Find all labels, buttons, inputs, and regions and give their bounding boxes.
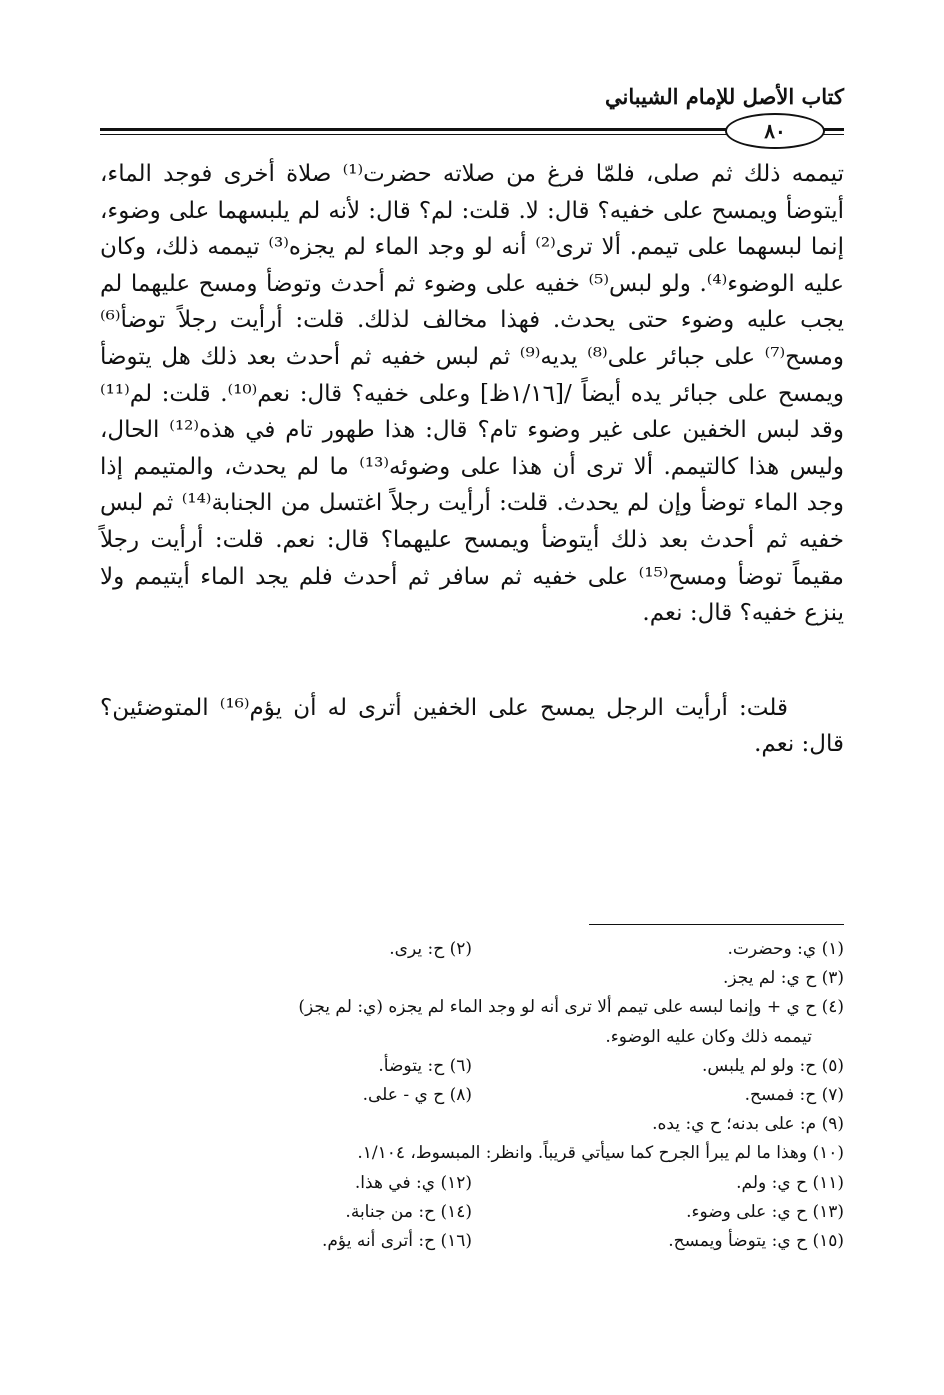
footnote-row xyxy=(100,1110,844,1139)
footnote-6: (٦) ح: يتوضأ. xyxy=(378,1055,472,1076)
footnote-4 xyxy=(100,993,844,1051)
footnotes xyxy=(100,935,844,1256)
page-number: ٨٠ xyxy=(725,113,825,149)
footnote-1: (١) ي: وحضرت. xyxy=(727,939,844,959)
footnote-3: (٣) ح ي: لم يجز. xyxy=(722,968,844,989)
footnote-13: (١٣) ح ي: على وضوء. xyxy=(686,1201,844,1222)
main-paragraph: تيممه ذلك ثم صلى، فلمّا فرغ من صلاته حضرت⁽¹⁾ صلاة أخرى فوجد الماء، أيتوضأ ويمسح على خفيه؟ قال: لا. قلت: لم؟ قال: لأنه لم يلبسهما على وضوء، إنما لبسهما على تيمم. ألا ترى⁽²⁾ أنه لو وجد الماء لم يجزه⁽³⁾ تيممه ذلك، وكان عليه الوضوء⁽⁴⁾. ولو لبس⁽⁵⁾ خفيه على وضوء ثم أحدث وتوضأ ومسح عليهما لم يجب عليه وضوء حتى يحدث. فهذا مخالف لذلك. قلت: أرأيت رجلاً توضأ⁽⁶⁾ ومسح⁽⁷⁾ على جبائر على⁽⁸⁾ يديه⁽⁹⁾ ثم لبس خفيه ثم أحدث بعد ذلك هل يتوضأ ويمسح على جبائر يده أيضاً /[١/١٦ظ] وعلى خفيه؟ قال: نعم⁽¹⁰⁾. قلت: لم⁽¹¹⁾ وقد لبس الخفين على غير وضوء تام؟ قال: هذا طهور تام في هذه⁽¹²⁾ الحال، وليس هذا كالتيمم. ألا ترى أن هذا على وضوئه⁽¹³⁾ ما لم يحدث، والمتيمم إذا وجد الماء توضأ وإن لم يحدث. قلت: أرأيت رجلاً اغتسل من الجنابة⁽¹⁴⁾ ثم لبس خفيه ثم أحدث بعد ذلك أيتوضأ ويمسح عليهما؟ قال: نعم. قلت: أرأيت رجلاً مقيماً توضأ ومسح⁽¹⁵⁾ على خفيه ثم سافر ثم أحدث فلم يجد الماء أيتيمم ولا ينزع خفيه؟ قال: نعم. xyxy=(100,161,845,627)
footnote-row xyxy=(100,935,844,964)
footnote-10: (١٠) وهذا ما لم يبرأ الجرح كما سيأتي قريباً. وانظر: المبسوط، ١/١٠٤. xyxy=(357,1143,844,1164)
footnote-5: (٥) ح: ولو لم يلبس. xyxy=(702,1055,844,1076)
footnote-16: (١٦) ح: أترى أنه يؤم. xyxy=(321,1231,472,1252)
footnote-12: (١٢) ي: في هذا. xyxy=(354,1172,472,1193)
footnote-4-line2: تيممه ذلك وكان عليه الوضوء. xyxy=(605,1026,812,1047)
footnote-7: (٧) ح: فمسح. xyxy=(744,1085,844,1106)
footnote-2: (٢) ح: يرى. xyxy=(389,939,472,959)
footnote-row xyxy=(100,1081,844,1110)
footnote-15: (١٥) ح ي: يتوضأ ويمسح. xyxy=(668,1231,844,1252)
footnote-row xyxy=(100,1169,844,1198)
running-title: كتاب الأصل للإمام الشيباني xyxy=(605,84,844,109)
footnote-8: (٨) ح ي - على. xyxy=(362,1085,472,1106)
footnote-row xyxy=(100,1198,844,1227)
main-paragraph-question: قلت: أرأيت الرجل يمسح على الخفين أترى له أن يؤم⁽¹⁶⁾ المتوضئين؟ قال: نعم. xyxy=(100,694,844,758)
footnote-row xyxy=(100,1052,844,1081)
footnote-14: (١٤) ح: من جنابة. xyxy=(345,1201,472,1222)
footnote-row xyxy=(100,964,844,993)
main-text xyxy=(100,156,844,763)
footnote-separator xyxy=(589,924,844,925)
footnote-9: (٩) م: على بدنه؛ ح ي: يده. xyxy=(652,1114,844,1135)
footnote-11: (١١) ح ي: ولم. xyxy=(736,1172,844,1193)
footnote-row xyxy=(100,1227,844,1256)
footnote-4-line1: (٤) ح ي + وإنما لبسه على تيمم ألا ترى أنه لو وجد الماء لم يجزه (ي: لم يجز) xyxy=(298,997,844,1018)
